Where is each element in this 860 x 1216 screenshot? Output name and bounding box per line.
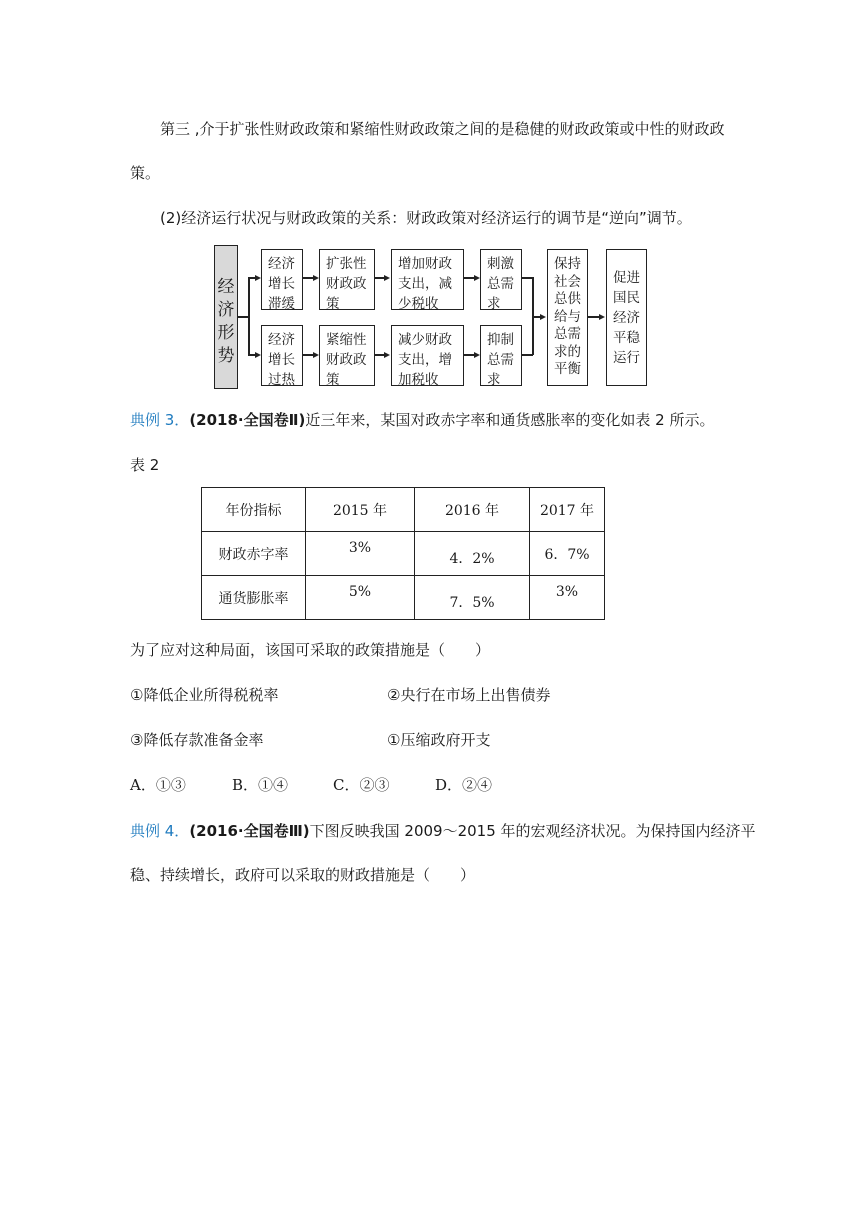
table-cell (306, 532, 415, 576)
table-caption: 表 2 (130, 456, 160, 474)
table-header-cell: 2015 年 (306, 488, 415, 532)
example-source: (2018·全国卷Ⅱ) (189, 411, 306, 429)
arrow-icon (540, 314, 546, 320)
box-line: 经济 (613, 310, 640, 326)
example-label: 典例 3． (130, 411, 190, 429)
box-line: 总供 (554, 291, 581, 307)
table-cell (530, 576, 605, 620)
example-3-heading (130, 410, 714, 430)
table-cell (415, 576, 530, 620)
box-line: 过热 (268, 372, 295, 388)
diagram-char: 济 (217, 300, 235, 320)
example-text: 下图反映我国 2009～2015 年的宏观经济状况。为保持国内经济平 (309, 822, 756, 840)
arrow-icon (599, 314, 605, 320)
paragraph-relation: (2)经济运行状况与财政政策的关系：财政政策对经济运行的调节是“逆向”调节。 (160, 209, 692, 227)
table-row (202, 532, 605, 576)
box-line: 策 (326, 372, 340, 388)
option-2: ②央行在市场上出售债券 (387, 686, 551, 704)
example-text: 近三年来，某国对政赤字率和通货感胀率的变化如表 2 所示。 (305, 411, 715, 429)
box-line: 保持 (554, 256, 581, 272)
paragraph-line: 第三 ,介于扩张性财政政策和紧缩性财政政策之间的是稳健的财政政策或中性的财政政 (160, 120, 725, 138)
box-line: 刺激 (487, 256, 514, 272)
box-line: 支出，增 (398, 352, 452, 368)
table-cell: 通货膨胀率 (202, 576, 306, 620)
answer-d: D．②④ (435, 776, 493, 794)
table-row (202, 576, 605, 620)
box-expansionary-policy (319, 249, 375, 310)
box-line: 经济 (268, 332, 295, 348)
table-cell (415, 532, 530, 576)
cell-value: 4．2% (449, 550, 495, 567)
box-balance (547, 249, 588, 386)
paragraph-line: 策。 (130, 164, 161, 182)
option-3: ③降低存款准备金率 (130, 731, 264, 749)
box-line: 总需 (487, 352, 514, 368)
diagram-char: 形 (217, 323, 235, 343)
box-line: 运行 (613, 350, 640, 366)
example-source: (2016·全国卷Ⅲ) (189, 822, 310, 840)
answer-c: C．②③ (333, 776, 390, 794)
box-contractionary-policy (319, 325, 375, 386)
option-1: ①降低企业所得税税率 (130, 686, 279, 704)
option-4: ①压缩政府开支 (387, 731, 491, 749)
box-line: 平稳 (613, 330, 640, 346)
cell-value: 6．7% (544, 546, 590, 563)
box-line: 增加财政 (398, 256, 452, 272)
box-growth-slow (261, 249, 303, 310)
table-header-cell: 年份指标 (202, 488, 306, 532)
cell-value: 3% (348, 539, 372, 556)
box-line: 求 (487, 296, 501, 312)
arrow-icon (384, 275, 390, 281)
box-line: 加税收 (398, 372, 439, 388)
box-line: 总需 (554, 326, 581, 342)
cell-value: 5% (348, 583, 372, 600)
table-cell (530, 532, 605, 576)
box-line: 总需 (487, 276, 514, 292)
box-line: 紧缩性 (326, 332, 367, 348)
diagram-char: 势 (217, 346, 235, 366)
box-stimulate-demand (480, 249, 522, 310)
box-line: 少税收 (398, 296, 439, 312)
box-line: 支出，减 (398, 276, 452, 292)
box-line: 减少财政 (398, 332, 452, 348)
box-line: 给与 (554, 308, 581, 325)
box-line: 滞缓 (268, 296, 295, 312)
arrow-icon (384, 352, 390, 358)
connector (248, 277, 250, 355)
cell-value: 7．5% (449, 594, 495, 611)
box-increase-spending (391, 249, 464, 310)
box-stable-economy (606, 249, 647, 386)
box-line: 策 (326, 296, 340, 312)
answer-b: B．①④ (232, 776, 289, 794)
table-header-cell: 2017 年 (530, 488, 605, 532)
economic-situation-box (214, 245, 238, 389)
question-text: 为了应对这种局面，该国可采取的政策措施是（ ） (130, 641, 491, 659)
box-line: 财政政 (326, 276, 367, 292)
box-line: 国民 (613, 290, 640, 306)
table-cell: 财政赤字率 (202, 532, 306, 576)
box-line: 平衡 (554, 361, 581, 377)
box-reduce-spending (391, 325, 464, 386)
box-line: 抑制 (487, 332, 514, 348)
diagram-char: 经 (217, 277, 235, 297)
table-header-cell: 2016 年 (415, 488, 530, 532)
box-line: 经济 (268, 256, 295, 272)
box-growth-overheated (261, 325, 303, 386)
box-line: 扩张性 (326, 256, 367, 272)
cell-value: 3% (555, 583, 579, 600)
box-line: 社会 (554, 273, 581, 290)
box-line: 求 (487, 372, 501, 388)
answer-a: A．①③ (130, 776, 186, 794)
connector (248, 354, 255, 356)
example-4-heading (130, 821, 756, 841)
example-4-line2: 稳、持续增长，政府可以采取的财政措施是（ ） (130, 866, 476, 884)
box-line: 财政政 (326, 352, 367, 368)
connector (248, 277, 255, 279)
box-line: 增长 (268, 276, 295, 292)
box-line: 增长 (268, 352, 295, 368)
box-line: 求的 (554, 343, 581, 360)
table-cell (306, 576, 415, 620)
box-curb-demand (480, 325, 522, 386)
data-table (201, 487, 605, 620)
table-header-row (202, 488, 605, 532)
box-line: 促进 (613, 270, 640, 286)
example-label: 典例 4． (130, 822, 190, 840)
